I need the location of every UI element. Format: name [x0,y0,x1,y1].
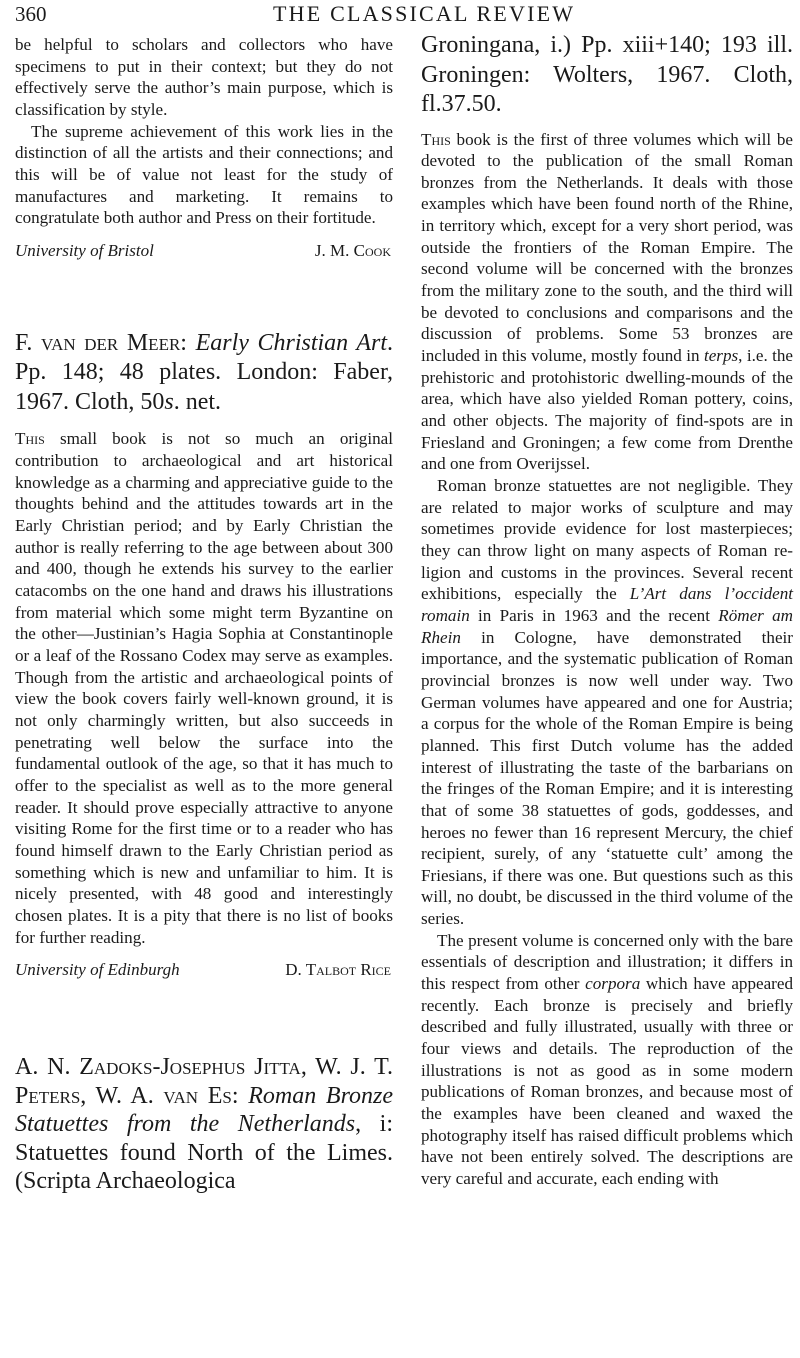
reviewer-name: D. Talbot Rice [285,960,391,980]
paragraph: Roman bronze statuettes are not negligible. They are related to major works of sculpture and may sometimes provide evidence for lost masterpieces; they can throw light on many aspects of Roman religion and customs in the provinces. Several recent exhibitions, especially the L’Art dans l’occident romain in Paris in 1963 and the recent Römer am Rhein in Cologne, have demonstrated their importance, and the systematic publication of Roman provincial bronzes is now well under way. Two German volumes have appeared and one for Austria; a corpus for the whole of the Roman Empire is being planned. This first Dutch volume has the added interest of illustrating the taste of the barbarians on the fringes of the Roman Empire; and it is interesting that of some 38 statuettes of gods, goddesses, and heroes no fewer than 16 represent Mercury, the chief recipient, surely, of any ‘statuette cult’ among the Friesians, if there was one. But questions such as this will, no doubt, be discussed in the third volume of the series. [421,476,793,929]
left-column [15,34,393,1196]
signature [15,240,393,262]
paragraph: be helpful to scholars and collectors who have specimens to put in their context; but they do not effectively serve the author’s main purpose, which is classification by style. [15,35,393,119]
review-body: This small book is not so much an original contribution to archaeological and art historical knowledge as a charming and appreciative guide to the thoughts behind and the attitudes towards art in the Early Christian period; and by Early Christian the author is really referring to the age between about 300 and 400, though he extends his survey to the earlier catacombs on the one hand and draws his illustrations from material which some might term Byzantine on the other—Justinian’s Hagia Sophia at Constantinople or a leaf of the Rossano Codex may serve as examples. Though from the artistic and archaeological points of view the book covers fairly well-known ground, it is not only charmingly written, but also succeeds in penetrating well below the surface into the fundamental outlook of the age, so that it has much to offer to the specialist as well as to the more general reader. It should prove especially attractive to anyone visiting Rome for the first time or to a reader who has found himself drawn to the Early Christian period as something which is new and unfamiliar to him. It is nicely presented, with 48 good and interestingly chosen plates. It is a pity that there is no list of books for further reading. [15,429,393,947]
paragraph: The present volume is concerned only with the bare essentials of description and illustration; it differs in this respect from other corpora which have appeared recently. Each bronze is precisely and briefly described and fully illustrated, usually with three or four views and details. The reproduction of the illustrations is not as good as in some modern publications of Roman bronzes, and because most of the examples have been cleaned and waxed the photography itself has raised difficult problems which have not been entirely solved. The descriptions are very careful and accurate, each ending with [421,930,793,1188]
book-title: Roman Bronze Statuettes from the Netherlands [15,1082,394,1138]
signature [15,959,393,981]
running-head [15,0,792,30]
review-van-der-meer [15,329,393,981]
page-number: 360 [15,2,47,26]
continued-review [15,34,393,262]
reviewer-affiliation: University of Bristol [15,240,154,260]
right-column [421,31,793,1190]
reviewer-name: J. M. Cook [314,240,391,260]
review-heading: F. van der Meer: Early Christian Art. Pp. 148; 48 plates. London: Faber, 1967. Cloth, 50s. net. [15,329,393,415]
paragraph: The supreme achievement of this work lies in the distinction of all the artists and their connections; and this will be of value not least for the study of manufactures and marketing. It remains to congratulate both author and Press on their fortitude. [15,121,393,228]
journal-title: THE CLASSICAL REVIEW [273,1,576,26]
book-authors: A. N. Zadoks-Josephus Jitta, W. J. T. Peters, W. A. van Es [15,1054,393,1109]
review-heading-zadoks: A. N. Zadoks-Josephus Jitta, W. J. T. Peters, W. A. van Es: Roman Bronze Statuettes from the Netherlands, i: Statuettes found North of the Limes. (Scripta Archaeologica [15,1054,394,1195]
book-subtitle: , i: Statuettes found North of the Limes. (Scripta Archaeologica [15,1111,393,1195]
book-author: F. van der Meer [15,329,181,356]
paragraph: This book is the first of three volumes which will be devoted to the publication of the small Roman bronzes from the Netherlands. It deals with those examples which have been found north of the Rhine, in territory which, except for a very short period, was outside the frontiers of the Roman Empire. The second volume will be concerned with the bronzes from the military zone to the south, and the third will be devoted to conclusions and comparisons and the discussion of problems. Some 53 bronzes are included in this volume, mostly found in terps, i.e. the prehistoric and protohistoric dwelling-mounds of the area, which have also yielded Roman pottery, coins, and other objects. The majority of find-spots are in Friesland and Groningen; a few come from Drenthe and one from Overijssel. [421,129,794,474]
book-title: Early Christian Art [195,329,387,356]
review-heading-continued: Groningana, i.) Pp. xiii+140; 193 ill. Groningen: Wolters, 1967. Cloth, fl.37.50. [421,32,793,117]
reviewer-affiliation: University of Edinburgh [15,960,180,980]
book-details: . Pp. 148; 48 plates. London: Faber, 1967. Cloth, 50 [15,329,393,415]
